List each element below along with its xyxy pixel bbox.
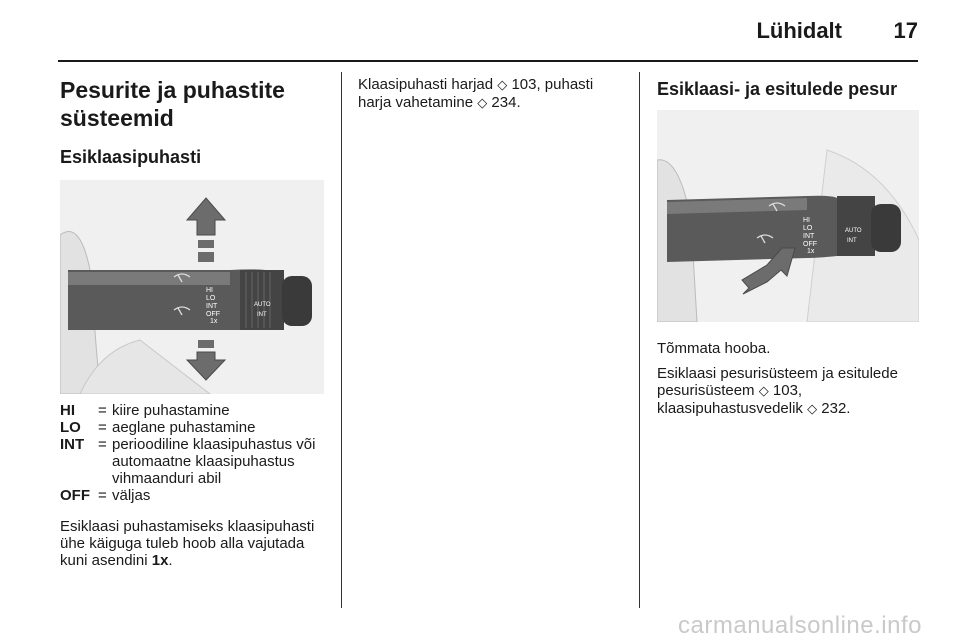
legend-eq: =	[98, 419, 107, 436]
page-ref-link[interactable]: 103	[772, 382, 798, 399]
section-title: Lühidalt	[756, 18, 842, 43]
legend-row-off	[60, 487, 328, 504]
washer-stalk-illustration	[657, 110, 919, 322]
column-divider-2	[639, 72, 640, 608]
ref-text: klaasipuhastusvedelik	[657, 400, 808, 417]
washer-stalk-figure	[657, 110, 919, 322]
watermark: carmanualsonline.info	[678, 612, 922, 639]
washer-heading: Esiklaasi- ja esitulede pesur	[657, 79, 898, 99]
stalk-label-int: INT	[206, 303, 218, 310]
figure-caption: Tõmmata hooba.	[657, 340, 771, 357]
left-column	[60, 76, 328, 569]
middle-column	[358, 76, 628, 112]
legend-row-int	[60, 436, 328, 487]
legend-def: perioodiline klaasipuhastus või automaatne klaasipuhastus vihmaanduri abil	[112, 436, 316, 487]
legend-term: INT	[60, 436, 85, 453]
legend-def: kiire puhastamine	[112, 402, 230, 419]
stalk-label-lo: LO	[803, 225, 813, 232]
washer-references	[657, 365, 921, 418]
stalk-label-off: OFF	[206, 311, 220, 318]
stalk-label-off: OFF	[803, 241, 817, 248]
legend-def: väljas	[112, 487, 151, 504]
paragraph-end: .	[168, 552, 173, 569]
header-rule	[58, 60, 918, 62]
page-ref-link[interactable]: 232	[821, 400, 847, 417]
legend-row-lo	[60, 419, 328, 436]
ref-text: ,	[797, 382, 803, 399]
page-ref-icon: ◇	[758, 384, 769, 399]
wiper-blades-reference	[358, 76, 628, 112]
column-divider-1	[341, 72, 342, 608]
page-ref-link[interactable]: 103	[511, 76, 537, 93]
legend-term: LO	[60, 419, 81, 436]
page-number: 17	[893, 18, 918, 43]
ref-text: harja vahetamine	[358, 94, 478, 111]
wiper-stalk-illustration	[60, 180, 324, 394]
subsection-heading: Esiklaasipuhasti	[60, 147, 202, 167]
section-heading: Pesurite ja puhastite süsteemid	[60, 77, 285, 131]
legend-row-hi	[60, 402, 328, 419]
stalk-label-1x: 1x	[210, 318, 218, 325]
stalk-label-hi: HI	[803, 217, 810, 224]
page-ref-icon: ◇	[807, 402, 818, 417]
legend-term: HI	[60, 402, 75, 419]
legend-eq: =	[98, 487, 107, 504]
ref-text: Esiklaasi pesurisüsteem ja esitulede	[657, 365, 898, 382]
stalk-label-auto: AUTO	[845, 228, 862, 234]
paragraph-text: Esiklaasi puhastamiseks klaasipuhasti ühe käiguga tuleb hoob alla vajutada kuni asendini	[60, 518, 315, 569]
single-wipe-paragraph	[60, 518, 328, 569]
stalk-label-int: INT	[803, 233, 815, 240]
page-ref-icon: ◇	[477, 96, 488, 111]
position-1x: 1x	[151, 552, 169, 569]
ref-text: .	[846, 400, 851, 417]
legend-def: aeglane puhastamine	[112, 419, 256, 436]
stalk-label-1x: 1x	[807, 248, 815, 255]
page-ref-icon: ◇	[497, 78, 508, 93]
legend-eq: =	[98, 436, 107, 453]
wiper-stalk-figure	[60, 180, 324, 394]
legend-eq: =	[98, 402, 107, 419]
right-column	[657, 76, 921, 418]
stalk-label-int2: INT	[847, 238, 857, 244]
ref-text: , puhasti	[536, 76, 594, 93]
ref-text: pesurisüsteem	[657, 382, 759, 399]
ref-text: .	[516, 94, 521, 111]
legend-list	[60, 402, 328, 504]
legend-term: OFF	[60, 487, 90, 504]
stalk-label-lo: LO	[206, 295, 216, 302]
ref-text: Klaasipuhasti harjad	[358, 76, 498, 93]
stalk-label-int2: INT	[257, 312, 267, 318]
stalk-label-hi: HI	[206, 287, 213, 294]
stalk-label-auto: AUTO	[254, 302, 271, 308]
page-ref-link[interactable]: 234	[491, 94, 517, 111]
